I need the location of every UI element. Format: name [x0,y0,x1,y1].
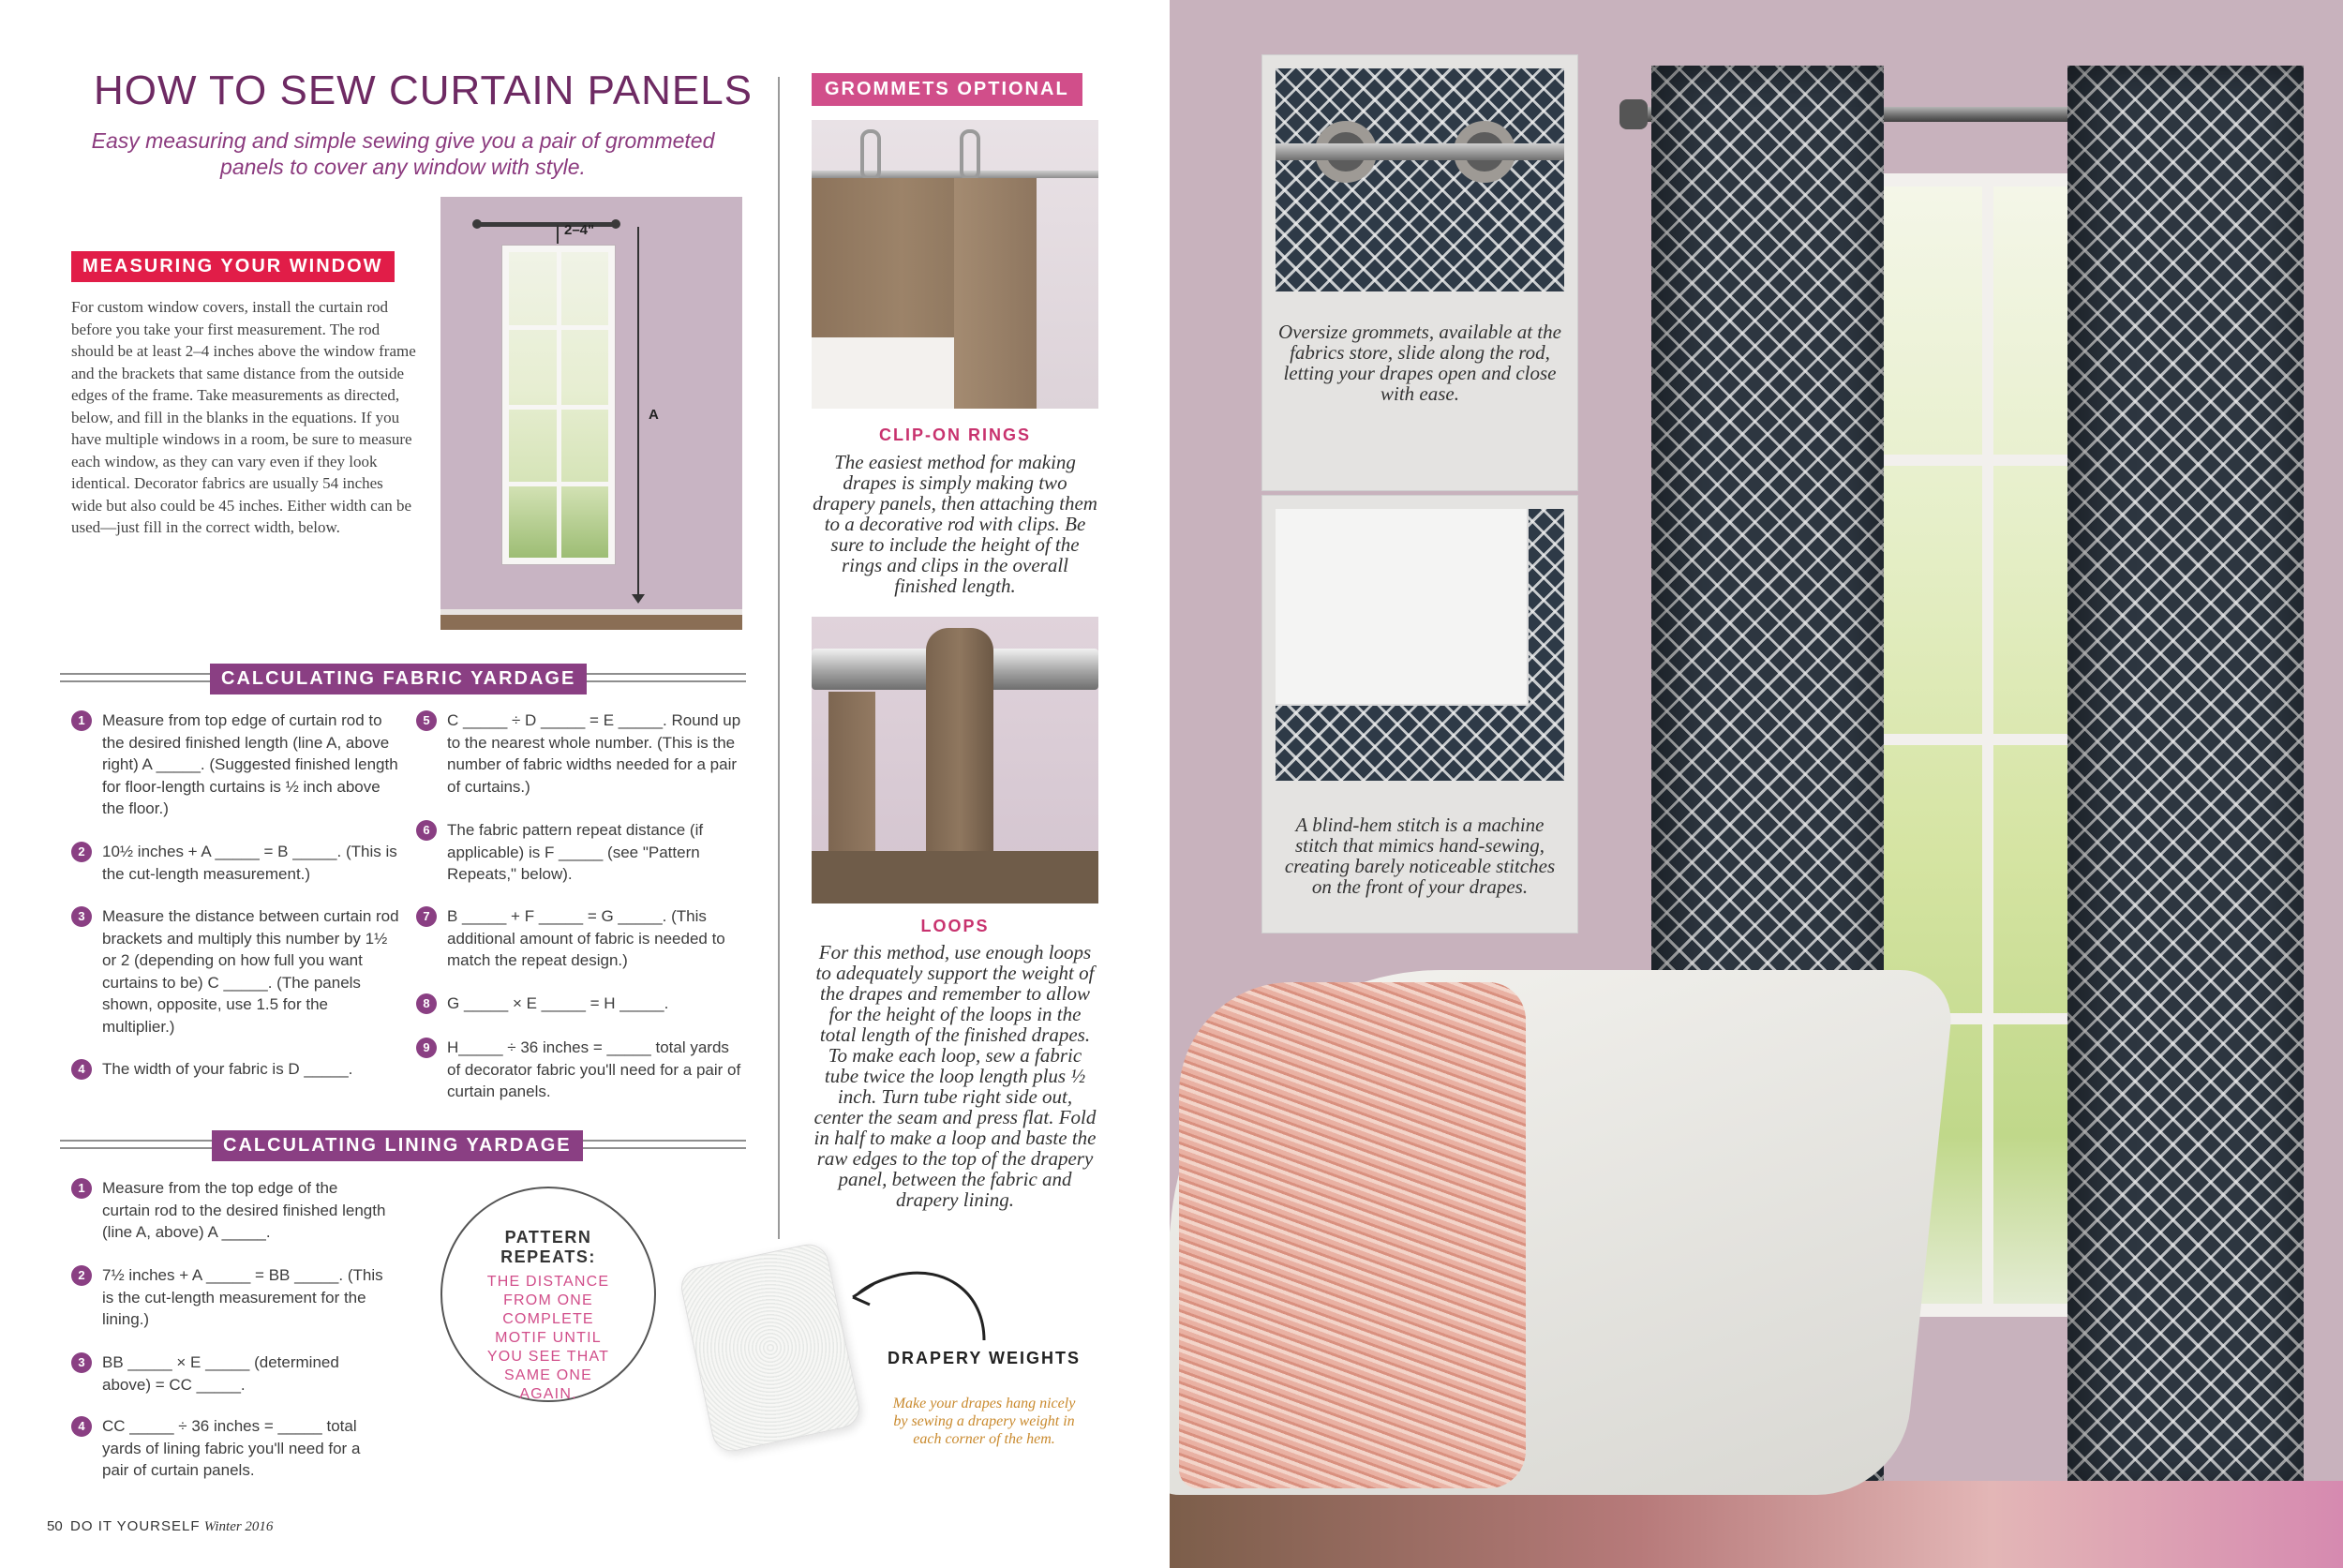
pattern-repeats-text: THE DISTANCE FROM ONE COMPLETE MOTIF UNTIL YOU SEE THAT SAME ONE AGAIN. [486,1274,610,1402]
diagram-label-a: A [649,407,659,423]
grommets-inset [1261,54,1578,491]
clip-on-rings-heading: CLIP-ON RINGS [878,426,1031,444]
fabric-step-6: 6 The fabric pattern repeat distance (if applicable) is F _____ (see "Pattern Repeats," below). [416,819,744,886]
column-divider [778,77,780,1239]
fabric-step-1: 1 Measure from top edge of curtain rod to the desired finished length (line A, above right) A _____. (Suggested finished length for floor-length curtains is ½ inch above the floor.) [71,709,399,820]
fabric-yardage-heading: CALCULATING FABRIC YARDAGE [210,664,587,694]
blind-hem-swatch [1276,509,1564,781]
window-diagram [440,197,742,630]
page-title: HOW TO SEW CURTAIN PANELS [94,67,754,113]
blind-hem-caption: A blind-hem stitch is a machine stitch that mimics hand-sewing, creating barely noticeable stitches on the front of your drapes. [1284,814,1556,898]
blind-hem-inset [1261,495,1578,933]
lining-step-1: 1 Measure from the top edge of the curtain rod to the desired finished length (line A, above) A _____. [71,1177,390,1244]
pink-throw-blanket [1179,982,1526,1488]
clip-on-rings-text: The easiest method for making drapes is simply making two drapery panels, then attaching them to a decorative rod with clips. Be sure to include the height of the rings and clips in the overall finished length. [813,451,1097,597]
loops-heading: LOOPS [920,917,990,935]
measuring-heading: MEASURING YOUR WINDOW [71,251,395,282]
fabric-step-2: 2 10½ inches + A _____ = B _____. (This is the cut-length measurement.) [71,841,399,885]
lining-step-4: 4 CC _____ ÷ 36 inches = _____ total yards of lining fabric you'll need for a pair of curtain panels. [71,1415,390,1482]
page-footer [47,1518,273,1535]
curtain-rod [476,222,617,227]
issue-name: Winter 2016 [203,1519,274,1534]
window [502,246,615,564]
fabric-step-4: 4 The width of your fabric is D _____. [71,1058,399,1081]
curved-arrow-icon [843,1247,1003,1350]
drapery-weights-text: Make your drapes hang nicely by sewing a drapery weight in each corner of the hem. [892,1396,1076,1447]
right-curtain [2067,66,2304,1490]
magazine-name: DO IT YOURSELF [70,1518,201,1534]
grommet-fabric-swatch [1276,68,1564,291]
lining-yardage-heading: CALCULATING LINING YARDAGE [212,1130,583,1161]
grommets-caption: Oversize grommets, available at the fabrics store, slide along the rod, letting your drapes open and close with ease. [1278,321,1561,405]
grommets-heading: GROMMETS OPTIONAL [812,73,1082,106]
loops-text: For this method, use enough loops to adequately support the weight of the drapes and remember to allow for the height of the loops in the total length of the finished drapes. To make each loop, sew a fabric tube twice the loop length plus ½ inch. Turn tube right side out, center the seam and press flat. Fold in half to make a loop and baste the raw edges to the top of the drapery panel, between the fabric and drapery lining. [813,941,1097,1211]
clip-on-rings-photo [812,120,1098,409]
fabric-step-8: 8 G _____ × E _____ = H _____. [416,993,744,1015]
drapery-weight-photo [678,1241,863,1456]
loops-photo [812,617,1098,903]
fabric-step-3: 3 Measure the distance between curtain rod brackets and multiply this number by 1½ or 2 (depending on how full you want curtains to be) C _____. (The panels shown, opposite, use 1.5 for the multiplier.) [71,905,399,1038]
diagram-label-2-4: 2–4" [564,222,595,238]
drapery-weights-heading: DRAPERY WEIGHTS [887,1349,1082,1367]
lining-step-3: 3 BB _____ × E _____ (determined above) = CC _____. [71,1351,390,1396]
fabric-step-7: 7 B _____ + F _____ = G _____. (This additional amount of fabric is needed to match the repeat design.) [416,905,744,972]
fabric-step-9: 9 H_____ ÷ 36 inches = _____ total yards of decorator fabric you'll need for a pair of curtain panels. [416,1037,744,1103]
page-number: 50 [47,1518,63,1534]
pattern-repeats-heading: PATTERN REPEATS: [500,1228,596,1266]
fabric-step-5: 5 C _____ ÷ D _____ = E _____. Round up to the nearest whole number. (This is the number of fabric widths needed for a pair of curtains.) [416,709,744,798]
lining-step-2: 2 7½ inches + A _____ = BB _____. (This is the cut-length measurement for the lining.) [71,1264,390,1331]
measuring-text: For custom window covers, install the curtain rod before you take your first measurement. The rod should be at least 2–4 inches above the window frame and the brackets that same distance from the outside edges of the frame. Take measurements as directed, below, and fill in the blanks in the equations. If you have multiple windows in a room, be sure to measure each window, as they can vary even if they look identical. Decorator fabrics are usually 54 inches wide but also could be 45 inches. Either width can be used—just fill in the correct width, below. [71,298,416,536]
page-subtitle: Easy measuring and simple sewing give you a pair of grommeted panels to cover any window with style. [91,128,715,179]
pattern-repeats-callout [440,1187,656,1402]
